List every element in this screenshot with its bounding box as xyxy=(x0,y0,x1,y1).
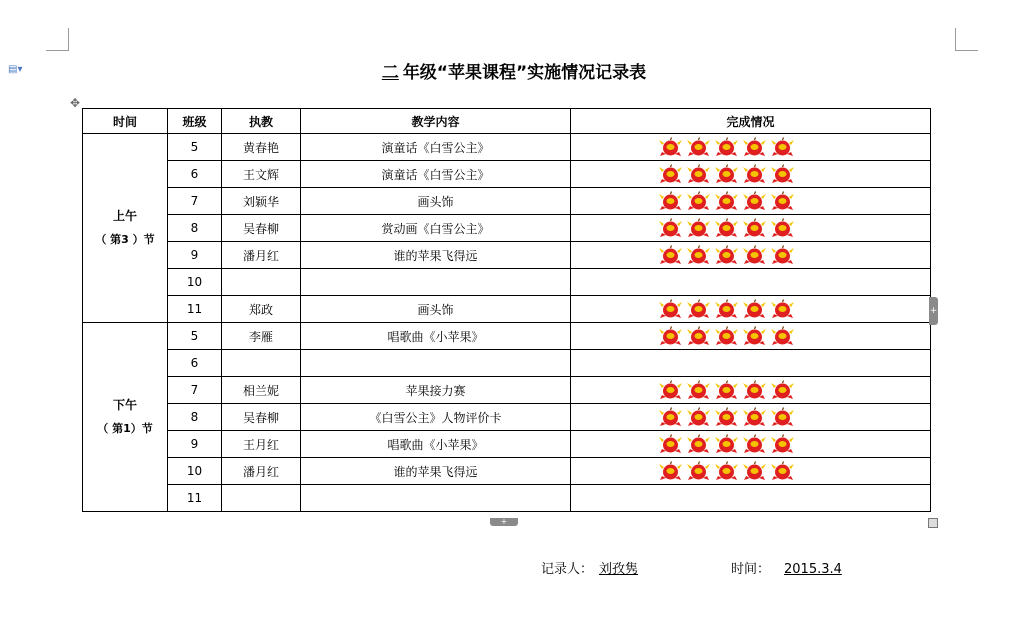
apple-sticker-icon xyxy=(770,461,795,481)
grade-blank: 二 xyxy=(381,63,399,83)
apple-sticker-icon xyxy=(686,218,711,238)
rating-icons xyxy=(523,407,930,427)
apple-sticker-icon xyxy=(770,164,795,184)
table-row xyxy=(83,485,931,512)
apple-sticker-icon xyxy=(686,461,711,481)
apple-sticker-icon xyxy=(658,326,683,346)
completion-cell xyxy=(571,296,931,323)
class-cell: 7 xyxy=(168,188,222,215)
table-row xyxy=(83,350,931,377)
class-cell: 10 xyxy=(168,458,222,485)
apple-sticker-icon xyxy=(714,191,739,211)
apple-sticker-icon xyxy=(770,218,795,238)
completion-cell xyxy=(571,485,931,512)
recorder-field xyxy=(541,558,644,577)
page-title xyxy=(0,58,1024,83)
apple-sticker-icon xyxy=(714,218,739,238)
completion-cell xyxy=(571,350,931,377)
rating-icons xyxy=(523,461,930,481)
content-cell: 画头饰 xyxy=(301,296,571,323)
class-cell: 5 xyxy=(168,134,222,161)
apple-sticker-icon xyxy=(658,245,683,265)
apple-sticker-icon xyxy=(714,380,739,400)
teacher-cell: 吴春柳 xyxy=(222,215,301,242)
completion-cell xyxy=(571,431,931,458)
apple-sticker-icon xyxy=(714,164,739,184)
page-corner-mark-top-right xyxy=(955,28,978,51)
content-cell: 演童话《白雪公主》 xyxy=(301,161,571,188)
class-cell: 10 xyxy=(168,269,222,296)
apple-sticker-icon xyxy=(658,407,683,427)
rating-icons xyxy=(523,245,930,265)
apple-sticker-icon xyxy=(714,299,739,319)
session-cell xyxy=(83,134,168,323)
class-cell: 7 xyxy=(168,377,222,404)
apple-sticker-icon xyxy=(686,245,711,265)
rating-icons xyxy=(523,137,930,157)
document-icon[interactable]: ▤▾ xyxy=(8,64,23,75)
table-row xyxy=(83,431,931,458)
apple-sticker-icon xyxy=(742,380,767,400)
apple-sticker-icon xyxy=(658,218,683,238)
session-label: 上午 xyxy=(112,209,137,223)
session-label: 下午 xyxy=(112,398,137,412)
content-cell: 唱歌曲《小苹果》 xyxy=(301,431,571,458)
header-row xyxy=(83,109,931,134)
header-teacher: 执教 xyxy=(222,109,301,134)
teacher-cell: 王月红 xyxy=(222,431,301,458)
class-cell: 6 xyxy=(168,350,222,377)
completion-cell xyxy=(571,323,931,350)
teacher-cell: 吴春柳 xyxy=(222,404,301,431)
apple-sticker-icon xyxy=(686,326,711,346)
teacher-cell: 郑政 xyxy=(222,296,301,323)
apple-sticker-icon xyxy=(714,461,739,481)
completion-cell xyxy=(571,161,931,188)
content-cell: 谁的苹果飞得远 xyxy=(301,458,571,485)
class-cell: 8 xyxy=(168,215,222,242)
apple-sticker-icon xyxy=(686,380,711,400)
apple-sticker-icon xyxy=(770,326,795,346)
apple-sticker-icon xyxy=(742,164,767,184)
title-text: 年级“苹果课程”实施情况记录表 xyxy=(402,63,647,83)
content-cell xyxy=(301,350,571,377)
table-row xyxy=(83,404,931,431)
teacher-cell xyxy=(222,485,301,512)
apple-sticker-icon xyxy=(686,191,711,211)
apple-sticker-icon xyxy=(770,299,795,319)
completion-cell xyxy=(571,404,931,431)
table-row xyxy=(83,242,931,269)
teacher-cell xyxy=(222,350,301,377)
rating-icons xyxy=(523,164,930,184)
completion-cell xyxy=(571,242,931,269)
teacher-cell: 黄春艳 xyxy=(222,134,301,161)
teacher-cell: 刘颖华 xyxy=(222,188,301,215)
rating-icons xyxy=(523,299,930,319)
completion-cell xyxy=(571,269,931,296)
completion-cell xyxy=(571,134,931,161)
content-cell xyxy=(301,485,571,512)
time-field xyxy=(731,558,856,577)
apple-sticker-icon xyxy=(658,380,683,400)
table-move-icon[interactable]: ✥ xyxy=(70,96,81,110)
table-row xyxy=(83,269,931,296)
completion-cell xyxy=(571,458,931,485)
class-cell: 6 xyxy=(168,161,222,188)
teacher-cell xyxy=(222,269,301,296)
record-table xyxy=(82,108,931,512)
apple-sticker-icon xyxy=(714,407,739,427)
page-corner-mark-top-left xyxy=(46,28,69,51)
table-row xyxy=(83,296,931,323)
content-cell xyxy=(301,269,571,296)
apple-sticker-icon xyxy=(658,164,683,184)
apple-sticker-icon xyxy=(714,137,739,157)
apple-sticker-icon xyxy=(742,434,767,454)
class-cell: 9 xyxy=(168,431,222,458)
teacher-cell: 相兰妮 xyxy=(222,377,301,404)
content-cell: 赏动画《白雪公主》 xyxy=(301,215,571,242)
rating-icons xyxy=(523,326,930,346)
apple-sticker-icon xyxy=(770,137,795,157)
table-row xyxy=(83,458,931,485)
apple-sticker-icon xyxy=(658,299,683,319)
teacher-cell: 潘月红 xyxy=(222,242,301,269)
apple-sticker-icon xyxy=(770,191,795,211)
content-cell: 苹果接力赛 xyxy=(301,377,571,404)
session-period: （ 第3 ）节 xyxy=(95,233,155,246)
content-cell: 演童话《白雪公主》 xyxy=(301,134,571,161)
class-cell: 11 xyxy=(168,296,222,323)
table-row xyxy=(83,377,931,404)
header-class: 班级 xyxy=(168,109,222,134)
rating-icons xyxy=(523,380,930,400)
table-resize-handle[interactable] xyxy=(928,518,938,528)
class-cell: 11 xyxy=(168,485,222,512)
apple-sticker-icon xyxy=(714,434,739,454)
apple-sticker-icon xyxy=(714,245,739,265)
table-row xyxy=(83,161,931,188)
apple-sticker-icon xyxy=(770,380,795,400)
apple-sticker-icon xyxy=(742,218,767,238)
rating-icons xyxy=(523,434,930,454)
session-cell xyxy=(83,323,168,512)
content-cell: 《白雪公主》人物评价卡 xyxy=(301,404,571,431)
recorder-value: 刘孜隽 xyxy=(599,562,639,577)
apple-sticker-icon xyxy=(742,407,767,427)
session-period: （ 第1）节 xyxy=(97,422,153,435)
apple-sticker-icon xyxy=(658,461,683,481)
completion-cell xyxy=(571,377,931,404)
class-cell: 8 xyxy=(168,404,222,431)
add-row-handle[interactable]: + xyxy=(490,518,518,526)
apple-sticker-icon xyxy=(742,137,767,157)
teacher-cell: 王文辉 xyxy=(222,161,301,188)
recorder-label: 记录人： xyxy=(541,562,594,577)
apple-sticker-icon xyxy=(742,191,767,211)
apple-sticker-icon xyxy=(686,164,711,184)
header-content: 教学内容 xyxy=(301,109,571,134)
time-label: 时间： xyxy=(731,562,771,577)
class-cell: 9 xyxy=(168,242,222,269)
time-value: 2015.3.4 xyxy=(784,562,842,577)
teacher-cell: 李雁 xyxy=(222,323,301,350)
table-row xyxy=(83,134,931,161)
apple-sticker-icon xyxy=(686,137,711,157)
apple-sticker-icon xyxy=(742,326,767,346)
teacher-cell: 潘月红 xyxy=(222,458,301,485)
rating-icons xyxy=(523,218,930,238)
header-time: 时间 xyxy=(83,109,168,134)
rating-icons xyxy=(523,191,930,211)
add-column-handle[interactable]: + xyxy=(929,297,938,325)
apple-sticker-icon xyxy=(658,434,683,454)
class-cell: 5 xyxy=(168,323,222,350)
apple-sticker-icon xyxy=(742,245,767,265)
header-completion: 完成情况 xyxy=(571,109,931,134)
apple-sticker-icon xyxy=(770,245,795,265)
table-row xyxy=(83,215,931,242)
content-cell: 画头饰 xyxy=(301,188,571,215)
apple-sticker-icon xyxy=(658,137,683,157)
apple-sticker-icon xyxy=(686,299,711,319)
apple-sticker-icon xyxy=(742,299,767,319)
completion-cell xyxy=(571,188,931,215)
apple-sticker-icon xyxy=(770,434,795,454)
table-row xyxy=(83,188,931,215)
completion-cell xyxy=(571,215,931,242)
content-cell: 唱歌曲《小苹果》 xyxy=(301,323,571,350)
content-cell: 谁的苹果飞得远 xyxy=(301,242,571,269)
apple-sticker-icon xyxy=(770,407,795,427)
apple-sticker-icon xyxy=(686,434,711,454)
apple-sticker-icon xyxy=(658,191,683,211)
apple-sticker-icon xyxy=(742,461,767,481)
apple-sticker-icon xyxy=(714,326,739,346)
table-row xyxy=(83,323,931,350)
apple-sticker-icon xyxy=(686,407,711,427)
